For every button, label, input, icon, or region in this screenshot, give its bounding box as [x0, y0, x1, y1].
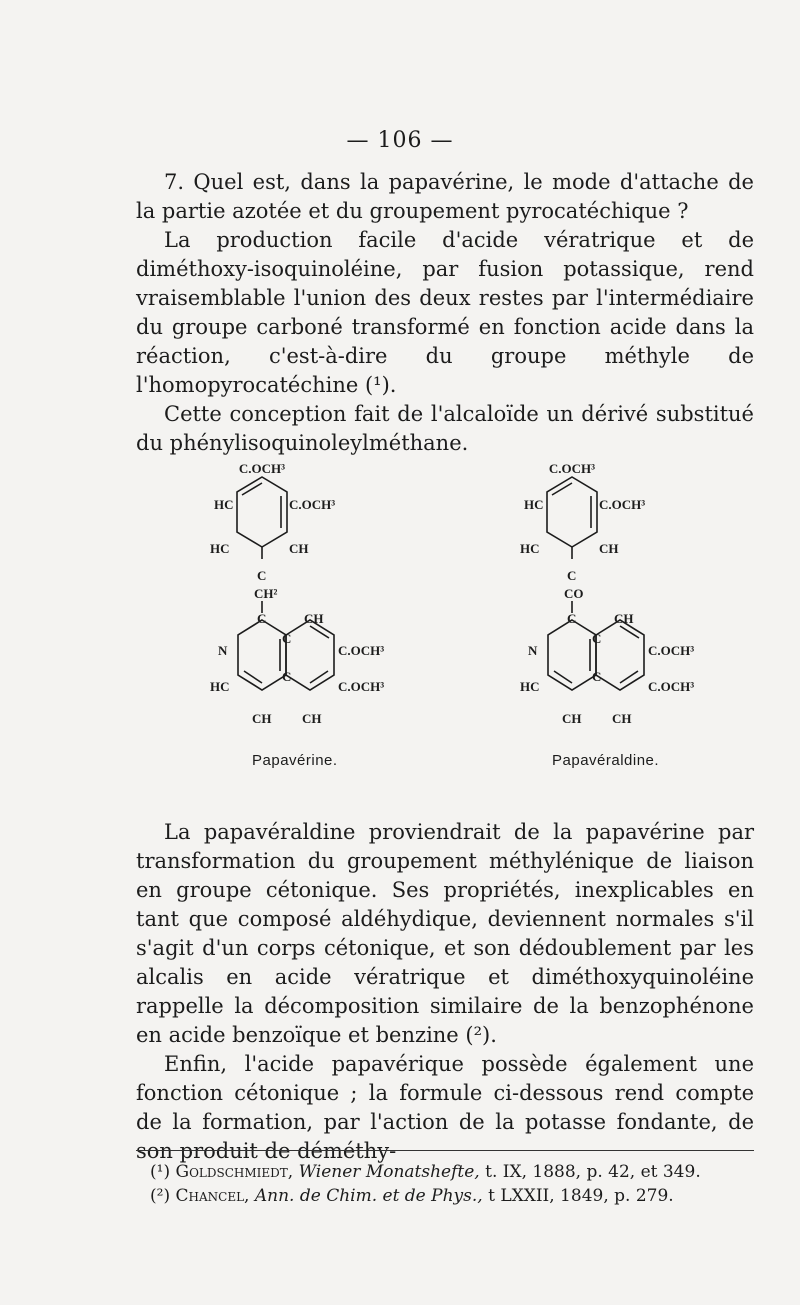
right-top-och: C.OCH³	[548, 461, 596, 476]
right-c-fuse2: C	[592, 669, 602, 684]
left-ch-b2: CH	[302, 711, 322, 726]
right-ch-b2: CH	[612, 711, 632, 726]
left-ch-b1: CH	[252, 711, 272, 726]
footnote-2-journal: Ann. de Chim. et de Phys.,	[254, 1186, 483, 1206]
footnote-1-author: Goldschmiedt,	[175, 1162, 294, 1182]
lower-text-block	[136, 818, 754, 1166]
right-coch: C.OCH³	[599, 497, 646, 512]
upper-text-block	[136, 168, 754, 458]
left-och-b: C.OCH³	[338, 679, 385, 694]
left-ch1: CH	[289, 541, 309, 556]
left-c-fuse: C	[282, 631, 292, 646]
right-hc3: HC	[520, 679, 540, 694]
left-ch-top: CH	[304, 611, 324, 626]
page-number: — 106 —	[346, 128, 454, 153]
left-top-och: C.OCH³	[238, 461, 286, 476]
paragraph-conception: Cette conception fait de l'alcaloïde un dérivé substitué du phénylisoquinoleylméthane.	[136, 402, 754, 455]
paragraph-question: 7. Quel est, dans la papavérine, le mode d'attache de la partie azotée et du groupement pyrocatéchique ?	[136, 170, 754, 223]
left-hc2: HC	[210, 541, 230, 556]
paragraph-production: La production facile d'acide vératrique et de diméthoxy-isoquinoléine, par fusion potassique, rend vraisemblable l'union des deux restes par l'intermédiaire du groupe carboné transformé en fonction acide dans la réaction, c'est-à-dire du groupe méthyle de l'homopyrocatéchine (¹).	[136, 228, 754, 397]
right-och-b: C.OCH³	[648, 679, 695, 694]
left-n: N	[218, 643, 228, 658]
right-ch-top: CH	[614, 611, 634, 626]
right-ch1: CH	[599, 541, 619, 556]
right-bridge: CO	[564, 586, 584, 601]
right-hc2: HC	[520, 541, 540, 556]
footnote-1-reference: t. IX, 1888, p. 42, et 349.	[485, 1162, 701, 1182]
paragraph-acide-papaverique: Enfin, l'acide papavérique possède également une fonction cétonique ; la formule ci-dessous rend compte de la formation, par l'action de la potasse fondante, de son produit de déméthy-	[136, 1052, 754, 1163]
right-c2: C	[567, 611, 577, 626]
footnote-2-marker: (²)	[150, 1186, 171, 1206]
left-bridge: CH²	[254, 586, 278, 601]
footnote-2	[150, 1184, 750, 1208]
right-och-a: C.OCH³	[648, 643, 695, 658]
right-caption: Papavéraldine.	[552, 752, 660, 769]
footnote-1-journal: Wiener Monatshefte,	[298, 1162, 480, 1182]
left-c2: C	[257, 611, 267, 626]
left-c-fuse2: C	[282, 669, 292, 684]
left-caption: Papavérine.	[252, 752, 338, 769]
right-c-fuse: C	[592, 631, 602, 646]
left-c1: C	[257, 568, 267, 583]
footnote-2-reference: t LXXII, 1849, p. 279.	[488, 1186, 674, 1206]
footnotes	[150, 1160, 750, 1208]
footnote-1-marker: (¹)	[150, 1162, 171, 1182]
footnote-divider	[136, 1150, 754, 1151]
footnote-1	[150, 1160, 750, 1184]
right-c1: C	[567, 568, 577, 583]
paragraph-papaveraldine: La papavéraldine proviendrait de la papavérine par transformation du groupement méthylénique de liaison en groupe cétonique. Ses propriétés, inexplicables en tant que composé aldéhydique, deviennent normales s'il s'agit d'un corps cétonique, et son dédoublement par les alcalis en acide vératrique et diméthoxyquinoléine rappelle la décomposition similaire de la benzophénone en acide benzoïque et benzine (²).	[136, 820, 754, 1047]
left-coch: C.OCH³	[289, 497, 336, 512]
papaverine-structure	[190, 455, 390, 775]
left-hc1: HC	[214, 497, 234, 512]
footnote-2-author: Chancel,	[175, 1186, 250, 1206]
right-n: N	[528, 643, 538, 658]
left-och-a: C.OCH³	[338, 643, 385, 658]
right-hc1: HC	[524, 497, 544, 512]
papaveraldine-structure	[500, 455, 710, 775]
right-ch-b1: CH	[562, 711, 582, 726]
left-hc3: HC	[210, 679, 230, 694]
